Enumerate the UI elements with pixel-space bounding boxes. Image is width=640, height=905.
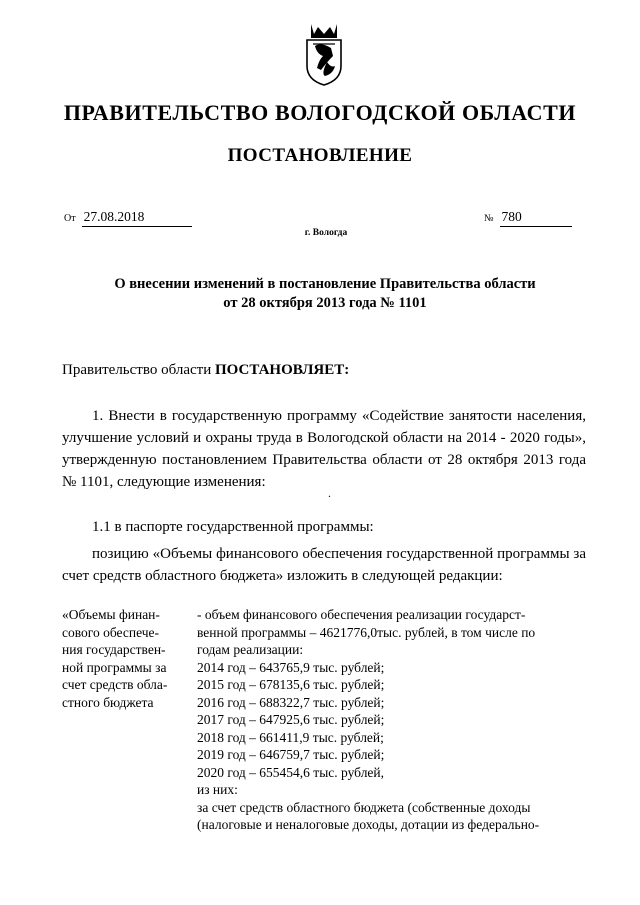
date-value: 27.08.2018 (82, 209, 192, 227)
government-title: ПРАВИТЕЛЬСТВО ВОЛОГОДСКОЙ ОБЛАСТИ (63, 100, 577, 125)
vologda-coat-of-arms-icon (301, 18, 347, 88)
number-prefix: № (484, 213, 494, 224)
left-line: «Объемы финан- (62, 607, 160, 622)
right-line: 2017 год – 647925,6 тыс. рублей; (197, 712, 385, 727)
resolves-bold: ПОСТАНОВЛЯЕТ: (214, 362, 350, 378)
left-line: ной программы за (62, 659, 167, 675)
right-line: 2015 год – 678135,6 тыс. рублей; (197, 677, 385, 692)
document-type: ПОСТАНОВЛЕНИЕ (227, 145, 413, 166)
document-subject (0, 275, 640, 313)
right-line: 2018 год – 661411,9 тыс. рублей; (197, 729, 384, 745)
right-line: годам реализации: (197, 642, 304, 657)
right-line: за счет средств областного бюджета (собственные доходы (197, 799, 531, 815)
resolves-lead: Правительство области (62, 362, 215, 378)
subject-line-1: О внесении изменений в постановление Правительства области (114, 276, 536, 292)
left-line: сового обеспече- (62, 624, 160, 640)
paragraph-1: 1. Внести в государственную программу «Содействие занятости населения, улучшение условий и охраны труда в Вологодской области на 2014 - 2020 годы», утвержденную постановлением Правительства области от 28 октября 2013 года № 1101, следующие изменения: (62, 408, 586, 490)
right-line: - объем финансового обеспечения реализации государст- (197, 607, 526, 622)
document-number (484, 209, 572, 227)
right-line: (налоговые и неналоговые доходы, дотации из федерально- (197, 817, 540, 832)
right-line: венной программы – 4621776,0тыс. рублей, в том числе по (197, 624, 536, 640)
right-line: из них: (197, 782, 238, 797)
right-line: 2020 год – 655454,6 тыс. рублей, (197, 764, 385, 780)
left-line: счет средств обла- (62, 677, 168, 692)
paragraph-1-1: 1.1 в паспорте государственной программы: (92, 519, 374, 535)
table-right-cell (197, 606, 582, 834)
right-line: 2016 год – 688322,7 тыс. рублей; (197, 694, 385, 710)
left-line: стного бюджета (62, 694, 154, 710)
stray-mark: . (328, 486, 331, 500)
date-prefix: От (64, 213, 76, 224)
document-date (64, 209, 192, 227)
resolves-line (62, 359, 586, 381)
right-line: 2014 год – 643765,9 тыс. рублей; (197, 659, 385, 675)
city-label: г. Вологда (304, 228, 348, 238)
paragraph-position: позицию «Объемы финансового обеспечения государственной программы за счет средств областного бюджета» изложить в следующей редакции: (62, 546, 586, 584)
table-left-cell (62, 606, 194, 711)
right-line: 2019 год – 646759,7 тыс. рублей; (197, 747, 385, 762)
subject-line-2: от 28 октября 2013 года № 1101 (223, 295, 427, 311)
left-line: ния государствен- (62, 642, 166, 657)
number-value: 780 (500, 209, 572, 227)
